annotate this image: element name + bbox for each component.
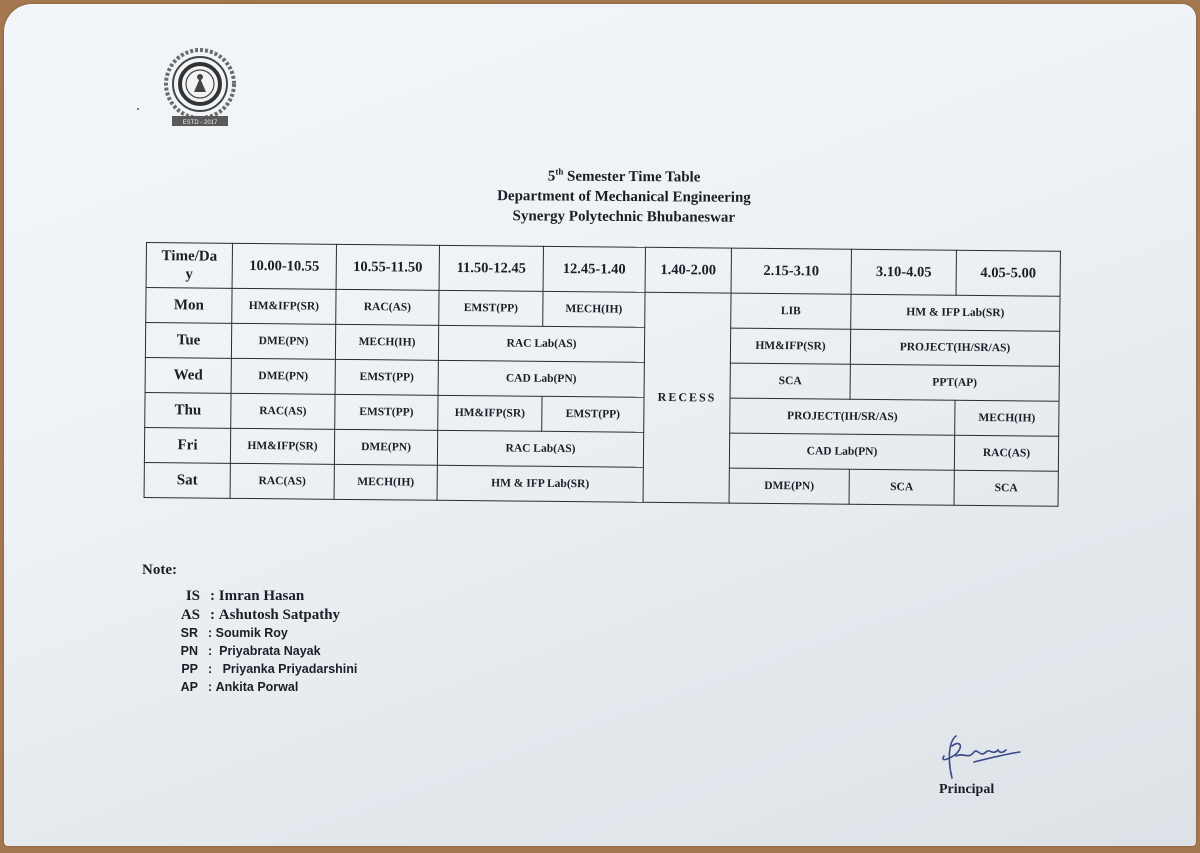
semester-number: 5	[547, 168, 556, 185]
time-slot-header: 10.00-10.55	[232, 243, 336, 289]
class-cell: DME(PN)	[334, 429, 437, 465]
class-cell: HM&IFP(SR)	[232, 288, 336, 324]
class-cell: MECH(IH)	[543, 291, 645, 327]
note-entry	[142, 588, 357, 607]
class-cell: SCA	[849, 469, 954, 505]
table-row	[144, 462, 1058, 506]
class-cell: MECH(IH)	[334, 464, 437, 500]
separator: :	[210, 588, 219, 604]
class-cell: PPT(AP)	[850, 364, 1059, 401]
class-cell: RAC(AS)	[336, 289, 439, 325]
recess-cell: RECESS	[643, 292, 731, 503]
faculty-abbr: SR	[180, 626, 198, 640]
separator: :	[210, 607, 219, 623]
institution-name: Synergy Polytechnic Bhubaneswar	[512, 208, 736, 226]
note-entry	[142, 644, 357, 662]
class-cell: EMST(PP)	[335, 394, 438, 430]
class-cell: CAD Lab(PN)	[438, 360, 644, 397]
time-slot-header: 3.10-4.05	[851, 249, 956, 295]
semester-suffix: th	[555, 166, 564, 177]
class-cell: MECH(IH)	[955, 400, 1059, 436]
department-name: Department of Mechanical Engineering	[497, 188, 751, 206]
class-cell: DME(PN)	[729, 468, 849, 504]
faculty-abbr: AS	[180, 607, 200, 623]
faculty-name: Ashutosh Satpathy	[218, 607, 341, 623]
time-slot-header: 2.15-3.10	[731, 248, 851, 294]
day-label: Tue	[145, 323, 231, 359]
class-cell: DME(PN)	[231, 358, 335, 394]
class-cell: MECH(IH)	[335, 324, 438, 360]
signatory-title: Principal	[939, 782, 995, 797]
separator: :	[208, 680, 216, 694]
class-cell: SCA	[954, 470, 1058, 506]
class-cell: RAC Lab(AS)	[437, 430, 643, 467]
svg-text:ESTD - 2017: ESTD - 2017	[182, 120, 218, 126]
class-cell: LIB	[731, 293, 851, 329]
class-cell: EMST(PP)	[335, 359, 438, 395]
class-cell: HM&IFP(SR)	[730, 328, 850, 364]
document-header	[444, 161, 804, 229]
time-slot-header: 1.40-2.00	[645, 247, 731, 293]
institution-seal-icon	[158, 46, 242, 130]
note-entry	[142, 680, 357, 698]
class-cell: EMST(PP)	[439, 290, 543, 326]
notes-title: Note:	[142, 562, 177, 578]
class-cell: RAC Lab(AS)	[438, 325, 644, 362]
class-cell: DME(PN)	[231, 323, 335, 359]
faculty-abbr: PP	[181, 662, 198, 676]
class-cell: SCA	[730, 363, 850, 399]
class-cell: EMST(PP)	[542, 396, 644, 432]
faculty-name: Priyanka Priyadarshini	[222, 662, 358, 676]
speck	[137, 108, 139, 110]
paper-sheet	[4, 4, 1196, 846]
time-slot-header: 12.45-1.40	[543, 246, 645, 292]
time-slot-header: 4.05-5.00	[956, 250, 1060, 296]
day-label: Mon	[146, 288, 232, 324]
semester-title-text: Semester Time Table	[563, 168, 701, 186]
timetable	[144, 242, 1061, 507]
day-label: Thu	[145, 392, 231, 428]
faculty-abbr: PN	[180, 644, 198, 658]
semester-title	[444, 161, 804, 189]
class-cell: RAC(AS)	[231, 393, 335, 429]
faculty-notes	[142, 562, 357, 698]
day-label: Fri	[144, 427, 230, 463]
class-cell: HM&IFP(SR)	[438, 395, 542, 431]
class-cell: HM&IFP(SR)	[230, 428, 334, 464]
faculty-abbr: AP	[180, 680, 198, 694]
separator: :	[208, 626, 216, 640]
class-cell: CAD Lab(PN)	[729, 433, 954, 470]
note-entry	[142, 662, 357, 680]
faculty-name: Soumik Roy	[215, 626, 288, 640]
class-cell: RAC(AS)	[230, 463, 334, 499]
class-cell: RAC(AS)	[954, 435, 1058, 471]
note-entry	[142, 607, 357, 626]
day-label: Sat	[144, 462, 230, 498]
time-slot-header: 11.50-12.45	[439, 245, 543, 291]
faculty-name: Imran Hasan	[218, 588, 305, 604]
separator: :	[208, 662, 223, 676]
faculty-abbr: IS	[185, 588, 200, 604]
time-slot-header: 10.55-11.50	[336, 244, 439, 290]
faculty-name: Priyabrata Nayak	[219, 644, 321, 658]
signature-icon	[934, 732, 1024, 782]
faculty-name: Ankita Porwal	[215, 680, 299, 694]
class-cell: HM & IFP Lab(SR)	[437, 465, 643, 502]
class-cell: PROJECT(IH/SR/AS)	[850, 329, 1059, 366]
corner-header: Time/Da y	[146, 243, 232, 289]
separator: :	[208, 644, 220, 658]
class-cell: PROJECT(IH/SR/AS)	[730, 398, 955, 435]
note-entry	[142, 626, 357, 644]
day-label: Wed	[145, 357, 231, 393]
class-cell: HM & IFP Lab(SR)	[851, 294, 1060, 331]
